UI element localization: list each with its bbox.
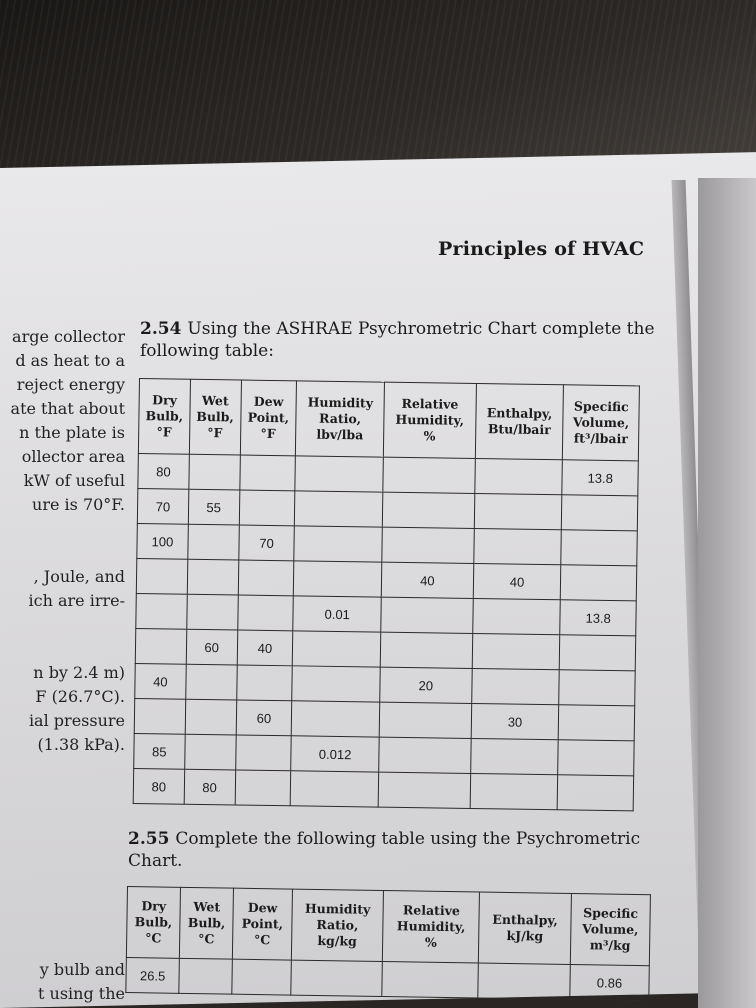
column-header xyxy=(570,893,650,965)
header-line: Bulb, xyxy=(196,408,234,425)
margin-line: , Joule, and xyxy=(33,567,125,586)
header-line: Dry xyxy=(141,898,167,914)
margin-line: F (26.7°C). xyxy=(35,687,125,706)
table-cell xyxy=(478,963,570,999)
table-row xyxy=(126,957,649,1000)
table-cell xyxy=(189,454,240,490)
column-header xyxy=(233,888,293,960)
table-cell: 55 xyxy=(188,489,239,525)
psychrometric-table-imperial xyxy=(133,378,640,811)
table-cell xyxy=(472,598,560,634)
table-cell xyxy=(474,493,562,529)
margin-line: ollector area xyxy=(21,447,125,466)
table-cell xyxy=(561,565,637,601)
header-line: kg/kg xyxy=(317,932,357,949)
margin-line: arge collector xyxy=(12,327,125,346)
header-line: Relative xyxy=(401,395,459,412)
header-line: °C xyxy=(253,932,271,948)
header-line: m³/kg xyxy=(589,937,631,953)
problem-statement-line1: Using the ASHRAE Psychrometric Chart complete the xyxy=(187,319,655,339)
table-cell xyxy=(292,701,380,737)
table-cell xyxy=(559,705,635,741)
margin-line: (1.38 kPa). xyxy=(37,735,125,754)
margin-line: t using the xyxy=(38,984,125,1003)
table-cell xyxy=(292,666,380,702)
column-header xyxy=(179,887,233,959)
header-line: Dew xyxy=(247,899,278,916)
running-header: Principles of HVAC xyxy=(438,238,645,260)
margin-line xyxy=(0,541,125,565)
table-cell: 70 xyxy=(238,525,294,561)
table-cell xyxy=(136,558,187,594)
header-line: Specific xyxy=(583,905,639,922)
table-cell: 26.5 xyxy=(126,957,180,993)
header-line: Enthalpy, xyxy=(492,911,558,928)
header-line: Volume, xyxy=(582,921,639,938)
header-line: % xyxy=(424,934,437,950)
problem-number: 2.55 xyxy=(128,829,170,849)
column-header xyxy=(126,887,180,959)
margin-line: y bulb and xyxy=(39,960,125,979)
table-cell: 85 xyxy=(134,733,185,769)
next-page-edge xyxy=(698,178,756,1008)
header-line: Humidity, xyxy=(396,918,466,935)
table-cell xyxy=(235,770,291,806)
table-cell: 40 xyxy=(473,563,561,599)
header-line: Relative xyxy=(402,902,460,919)
table-cell xyxy=(558,740,634,776)
header-line: Enthalpy, xyxy=(486,405,553,422)
table-cell xyxy=(470,773,558,809)
table-cell xyxy=(187,559,238,595)
header-line: lbv/lba xyxy=(316,426,364,443)
table-cell xyxy=(295,456,383,492)
column-header xyxy=(475,384,564,460)
column-header xyxy=(291,889,384,961)
problem-254-text xyxy=(140,318,655,362)
header-line: °F xyxy=(207,425,223,441)
table-cell xyxy=(294,561,382,597)
margin-line: ure is 70°F. xyxy=(32,495,125,514)
header-line: Volume, xyxy=(572,414,630,431)
header-line: Wet xyxy=(201,392,229,409)
problem-number: 2.54 xyxy=(140,319,182,339)
table-cell xyxy=(186,664,237,700)
header-line: Dry xyxy=(152,392,178,408)
table-cell xyxy=(136,593,187,629)
header-line: Ratio, xyxy=(316,916,359,933)
table-cell xyxy=(184,734,235,770)
column-header xyxy=(296,381,385,457)
table-cell: 13.8 xyxy=(560,600,636,636)
table-cell xyxy=(291,771,379,807)
psychrometric-table-si xyxy=(125,886,651,1001)
table-cell xyxy=(135,628,186,664)
table-cell: 0.86 xyxy=(570,964,650,1000)
header-line: Point, xyxy=(247,409,290,426)
table-cell xyxy=(474,528,562,564)
table-cell xyxy=(239,455,295,491)
header-line: Specific xyxy=(573,398,629,415)
table-cell xyxy=(232,959,291,995)
table-cell: 13.8 xyxy=(562,460,638,496)
table-cell: 60 xyxy=(186,629,237,665)
header-line: Bulb, xyxy=(187,914,226,931)
problem-statement-line2: following table: xyxy=(140,341,274,361)
problem-255-text xyxy=(128,828,640,872)
table-cell xyxy=(475,458,563,494)
table-cell xyxy=(382,527,474,563)
column-header xyxy=(563,385,640,461)
table-cell xyxy=(382,492,474,528)
table-cell: 0.01 xyxy=(293,596,381,632)
table-cell xyxy=(558,775,634,811)
header-line: Ratio, xyxy=(319,410,362,427)
table-cell: 60 xyxy=(236,700,292,736)
table-cell xyxy=(235,735,291,771)
left-page-margin-text-bottom xyxy=(0,958,125,1006)
table-cell xyxy=(560,635,636,671)
table-cell xyxy=(179,958,233,994)
table-cell xyxy=(239,490,295,526)
margin-line: n the plate is xyxy=(19,423,125,442)
header-line: Point, xyxy=(241,915,284,932)
table-cell xyxy=(187,594,238,630)
column-header xyxy=(479,892,572,964)
table-cell xyxy=(290,960,382,996)
table-cell: 40 xyxy=(381,562,473,598)
table-cell xyxy=(237,595,293,631)
margin-line xyxy=(0,517,125,541)
margin-line xyxy=(0,613,125,637)
table-cell xyxy=(383,457,475,493)
column-header xyxy=(383,891,480,963)
table-row xyxy=(133,768,633,810)
table-cell xyxy=(382,962,478,999)
table-cell: 40 xyxy=(237,630,293,666)
table-cell xyxy=(134,698,185,734)
margin-line: ich are irre- xyxy=(28,591,125,610)
header-line: % xyxy=(423,428,436,444)
header-line: ft³/lbair xyxy=(573,430,629,447)
table-cell xyxy=(381,597,473,633)
table-cell xyxy=(185,699,236,735)
table-cell xyxy=(562,495,638,531)
table-cell: 0.012 xyxy=(291,736,379,772)
margin-line: ate that about xyxy=(10,399,125,418)
margin-line: n by 2.4 m) xyxy=(33,663,125,682)
table-cell: 80 xyxy=(184,769,235,805)
table-cell xyxy=(295,491,383,527)
table-cell xyxy=(561,530,637,566)
margin-line xyxy=(0,637,125,661)
column-header xyxy=(189,379,241,455)
header-line: Btu/lbair xyxy=(487,421,551,438)
table-cell: 100 xyxy=(137,523,188,559)
table-cell: 30 xyxy=(471,703,559,739)
margin-line: reject energy xyxy=(16,375,125,394)
header-line: Humidity xyxy=(307,394,374,411)
column-header xyxy=(383,382,476,458)
table-cell xyxy=(471,668,559,704)
left-page-margin-text xyxy=(0,325,125,757)
table-cell: 40 xyxy=(135,663,186,699)
header-line: Wet xyxy=(193,899,221,915)
table-cell xyxy=(559,670,635,706)
header-line: Dew xyxy=(253,393,284,410)
table-cell xyxy=(380,632,472,668)
table-cell: 80 xyxy=(138,453,189,489)
column-header xyxy=(240,380,297,456)
header-line: Bulb, xyxy=(145,408,184,424)
problem-statement-line1: Complete the following table using the Psychrometric xyxy=(175,829,641,849)
table-cell: 70 xyxy=(137,488,188,524)
table-cell xyxy=(293,631,381,667)
table-cell xyxy=(188,524,239,560)
table-cell xyxy=(378,772,470,808)
header-line: kJ/kg xyxy=(506,927,544,944)
table-cell: 80 xyxy=(133,768,184,804)
table-cell xyxy=(470,738,558,774)
table-cell xyxy=(236,665,292,701)
table-cell xyxy=(238,560,294,596)
header-line: °C xyxy=(198,931,215,947)
header-line: °F xyxy=(156,424,172,440)
margin-line: d as heat to a xyxy=(15,351,125,370)
table-cell xyxy=(379,737,471,773)
table-cell xyxy=(379,702,471,738)
table-cell xyxy=(472,633,560,669)
column-header xyxy=(138,379,190,455)
table-cell xyxy=(294,526,382,562)
header-line: Humidity, xyxy=(395,411,465,428)
margin-line: ial pressure xyxy=(28,711,125,730)
header-line: Humidity xyxy=(304,900,371,917)
header-line: °C xyxy=(145,930,162,946)
header-line: Bulb, xyxy=(134,914,173,930)
margin-line: kW of useful xyxy=(23,471,125,490)
header-line: °F xyxy=(260,425,276,442)
problem-statement-line2: Chart. xyxy=(128,851,183,871)
table-cell: 20 xyxy=(380,667,472,703)
